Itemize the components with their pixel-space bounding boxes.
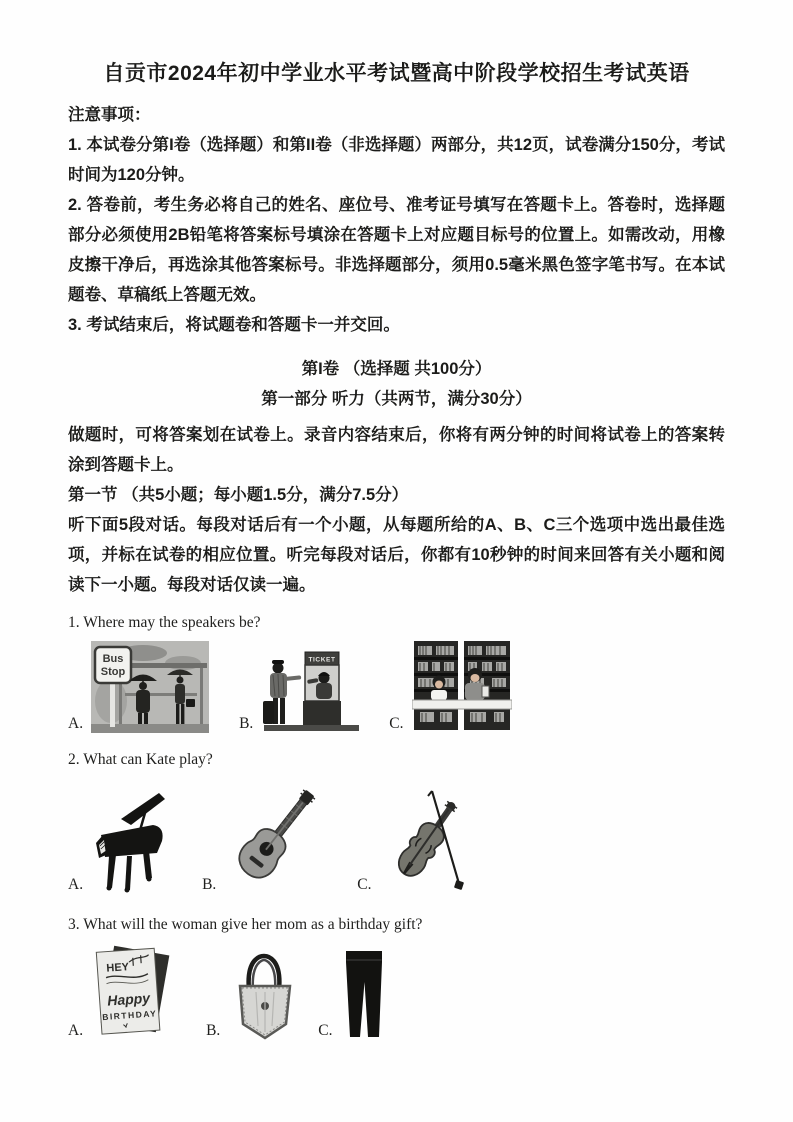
bus-stop-scene-icon [91, 641, 209, 733]
question-2-text: What can Kate play? [83, 751, 213, 768]
page-content [0, 60, 793, 1040]
question-1-stem [68, 612, 725, 634]
notice-heading: 注意事项： [68, 106, 151, 124]
option-label-c: C. [318, 1021, 333, 1039]
question-1-option-b [239, 648, 361, 733]
section1-note: 听下面5段对话。每段对话后有一个小题，从每题所给的A、B、C三个选项中选出最佳选项，并标在试卷的相应位置。听完每段对话后，你都有10秒钟的时间来回答有关小题和阅读下一小题。每段对话仅读一遍。 [68, 516, 725, 594]
violin-icon [380, 789, 468, 894]
notice-item-1: 1. 本试卷分第I卷（选择题）和第II卷（非选择题）两部分，共12页，试卷满分150分，考试时间为120分钟。 [68, 136, 725, 184]
question-3-option-c [318, 948, 386, 1040]
card-greeting-line2: Happy [106, 989, 151, 1009]
question-2-option-c [357, 789, 467, 894]
card-greeting-line3: BIRTHDAY [101, 1008, 158, 1023]
part1-heading: 第一部分 听力（共两节，满分30分） [261, 390, 532, 408]
option-label-a: A. [68, 875, 84, 893]
notice-item-3: 3. 考试结束后，将试题卷和答题卡一并交回。 [68, 316, 400, 334]
question-3-stem [68, 914, 725, 936]
question-3-text: What will the woman give her mom as a birthday gift? [83, 916, 423, 933]
notice-item-2: 2. 答卷前，考生务必将自己的姓名、座位号、准考证号填写在答题卡上。答卷时，选择题部分必须使用2B铅笔将答案标号填涂在答题卡上对应题目标号的位置上。如需改动，用橡皮擦干净后，再选涂其他答案标号。非选择题部分，须用0.5毫米黑色签字笔书写。在本试题卷、草稿纸上答题无效。 [68, 196, 725, 304]
grand-piano-icon [91, 789, 176, 894]
guitar-icon [224, 779, 329, 894]
question-2-option-b [202, 779, 329, 894]
option-label-b: B. [202, 875, 217, 893]
question-1-options [68, 638, 725, 733]
option-label-a: A. [68, 1021, 84, 1039]
option-label-a: A. [68, 714, 84, 732]
question-1-option-c [389, 638, 511, 733]
bus-stop-sign-bottom: Stop [100, 666, 126, 678]
question-2-option-a [68, 789, 176, 894]
question-3-options [68, 942, 725, 1040]
question-1-number: 1. [68, 614, 80, 631]
question-1-option-a [68, 641, 209, 733]
card-greeting-line1: HEY [106, 961, 130, 975]
question-2-number: 2. [68, 751, 80, 768]
birthday-card-icon [91, 942, 176, 1040]
volume1-heading: 第I卷 （选择题 共100分） [301, 360, 492, 378]
black-pants-icon [341, 948, 387, 1040]
question-2-options [68, 779, 725, 894]
section1-heading: 第一节 （共5小题；每小题1.5分，满分7.5分） [68, 486, 409, 504]
ticket-booth-scene-icon [261, 648, 361, 733]
question-3-number: 3. [68, 916, 80, 933]
bus-stop-sign-top: Bus [102, 653, 124, 665]
library-scene-icon [412, 638, 512, 733]
option-label-b: B. [239, 714, 254, 732]
question-3-option-a [68, 942, 176, 1040]
page-title: 自贡市2024年初中学业水平考试暨高中阶段学校招生考试英语 [103, 62, 690, 85]
ticket-sign: TICKET [308, 656, 336, 664]
question-1-text: Where may the speakers be? [83, 614, 261, 631]
option-label-c: C. [357, 875, 372, 893]
listening-note: 做题时，可将答案划在试卷上。录音内容结束后，你将有两分钟的时间将试卷上的答案转涂到答题卡上。 [68, 426, 725, 474]
option-label-c: C. [389, 714, 404, 732]
question-3-option-b [206, 948, 300, 1040]
question-2-stem [68, 749, 725, 771]
tote-bag-icon [228, 948, 300, 1040]
option-label-b: B. [206, 1021, 221, 1039]
